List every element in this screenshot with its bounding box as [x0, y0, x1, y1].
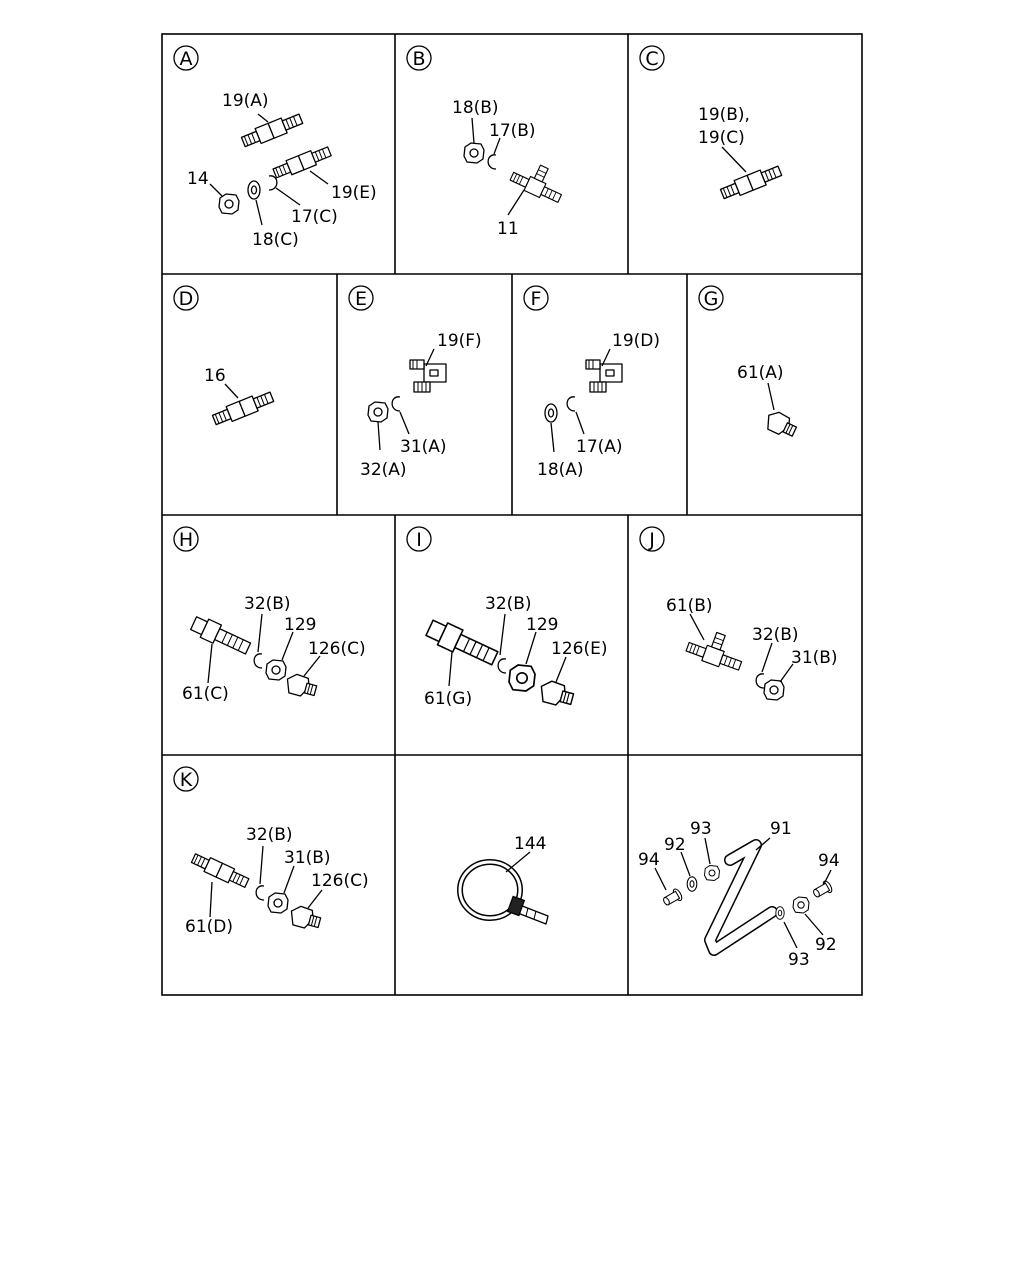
panel-hose-clamp — [460, 834, 548, 924]
part-label: 31(B) — [791, 648, 838, 668]
part-label: 19(B), — [698, 105, 750, 125]
washer-icon — [776, 907, 784, 920]
fitting-icon — [288, 904, 322, 931]
panel-j — [640, 527, 838, 700]
part-label: 32(B) — [244, 594, 291, 614]
panel-id: I — [416, 529, 422, 551]
part-label: 19(F) — [437, 331, 482, 351]
part-label: 126(E) — [551, 639, 608, 659]
panel-id: E — [354, 288, 368, 310]
part-label: 93 — [788, 950, 810, 970]
part-label: 126(C) — [311, 871, 369, 891]
fitting-icon — [284, 672, 318, 699]
fitting-icon — [240, 111, 303, 149]
fitting-icon — [189, 614, 252, 657]
panel-marker — [174, 46, 198, 70]
fitting-icon — [211, 389, 274, 427]
part-label: 61(C) — [182, 684, 229, 704]
panel-id: D — [178, 288, 194, 310]
clip-icon — [256, 886, 264, 900]
panel-d — [174, 286, 275, 427]
panel-k — [174, 767, 369, 937]
panel-h — [174, 527, 366, 704]
panel-marker — [174, 767, 198, 791]
panel-id: H — [178, 529, 194, 551]
panel-f — [524, 286, 660, 480]
panel-marker — [524, 286, 548, 310]
fitting-icon — [719, 163, 782, 201]
nut-icon — [793, 897, 809, 913]
part-label: 17(C) — [291, 207, 338, 227]
part-label: 14 — [187, 169, 209, 189]
part-label: 61(B) — [666, 596, 713, 616]
part-label: 17(B) — [489, 121, 536, 141]
part-label: 19(E) — [331, 183, 377, 203]
tee-fitting-icon — [509, 156, 569, 205]
part-label: 126(C) — [308, 639, 366, 659]
clip-icon — [498, 659, 506, 673]
clip-icon — [269, 176, 277, 190]
bent-hose-icon — [710, 845, 772, 950]
fitting-icon — [811, 880, 833, 900]
panel-b — [407, 46, 569, 239]
fitting-icon — [538, 679, 576, 709]
fitting-icon — [410, 360, 446, 392]
nut-icon — [464, 143, 484, 163]
panel-i — [407, 527, 607, 709]
part-label: 129 — [284, 615, 317, 635]
washer-icon — [687, 877, 697, 891]
panel-marker — [349, 286, 373, 310]
part-label: 18(C) — [252, 230, 299, 250]
part-label: 32(A) — [360, 460, 407, 480]
nut-icon — [705, 866, 720, 881]
part-label: 19(C) — [698, 128, 745, 148]
part-label: 16 — [204, 366, 226, 386]
washer-icon — [545, 404, 557, 422]
part-label: 94 — [638, 850, 660, 870]
fitting-icon — [763, 409, 799, 440]
fitting-icon — [272, 144, 332, 180]
panel-marker — [174, 527, 198, 551]
part-label: 18(A) — [537, 460, 584, 480]
part-label: 93 — [690, 819, 712, 839]
clip-icon — [392, 397, 400, 411]
fitting-icon — [586, 360, 622, 392]
part-label: 61(A) — [737, 363, 784, 383]
nut-icon — [764, 680, 784, 700]
part-label: 92 — [815, 935, 837, 955]
part-label: 32(B) — [752, 625, 799, 645]
panel-id: C — [645, 48, 659, 70]
part-label: 92 — [664, 835, 686, 855]
fitting-icon — [190, 851, 250, 890]
part-label: 18(B) — [452, 98, 499, 118]
washer-icon — [248, 181, 260, 199]
panel-c — [640, 46, 783, 201]
part-label: 31(A) — [400, 437, 447, 457]
clip-icon — [488, 155, 496, 169]
panel-id: J — [649, 529, 655, 551]
part-label: 129 — [526, 615, 559, 635]
part-label: 91 — [770, 819, 792, 839]
nut-icon — [268, 893, 288, 913]
panel-marker — [640, 46, 664, 70]
part-label: 31(B) — [284, 848, 331, 868]
panel-marker — [174, 286, 198, 310]
part-label: 144 — [514, 834, 547, 854]
part-label: 11 — [497, 219, 519, 239]
panel-marker — [699, 286, 723, 310]
nut-icon — [368, 402, 388, 422]
panel-e — [349, 286, 482, 480]
part-label: 61(G) — [424, 689, 473, 709]
panel-id: K — [179, 769, 193, 791]
clip-icon — [756, 674, 764, 688]
part-label: 17(A) — [576, 437, 623, 457]
part-label: 61(D) — [185, 917, 233, 937]
part-label: 32(B) — [246, 825, 293, 845]
nut-icon — [266, 660, 286, 680]
part-label: 19(A) — [222, 91, 269, 111]
nut-icon — [509, 665, 535, 691]
panel-id: G — [703, 288, 719, 310]
panel-marker — [407, 46, 431, 70]
fitting-icon — [424, 617, 499, 669]
part-label: 32(B) — [485, 594, 532, 614]
nut-icon — [219, 194, 239, 214]
panel-id: A — [179, 48, 193, 70]
clip-icon — [254, 654, 262, 668]
panel-bent-hose — [638, 819, 840, 970]
panel-id: B — [412, 48, 426, 70]
part-label: 94 — [818, 851, 840, 871]
panel-marker — [407, 527, 431, 551]
panel-g — [699, 286, 799, 440]
fitting-icon — [661, 888, 683, 908]
clip-icon — [567, 397, 575, 411]
tee-fitting-icon — [685, 625, 748, 674]
panel-id: F — [530, 288, 542, 310]
hose-clamp-icon — [460, 862, 548, 924]
panel-a — [174, 46, 377, 250]
part-label: 19(D) — [612, 331, 660, 351]
panel-marker — [640, 527, 664, 551]
